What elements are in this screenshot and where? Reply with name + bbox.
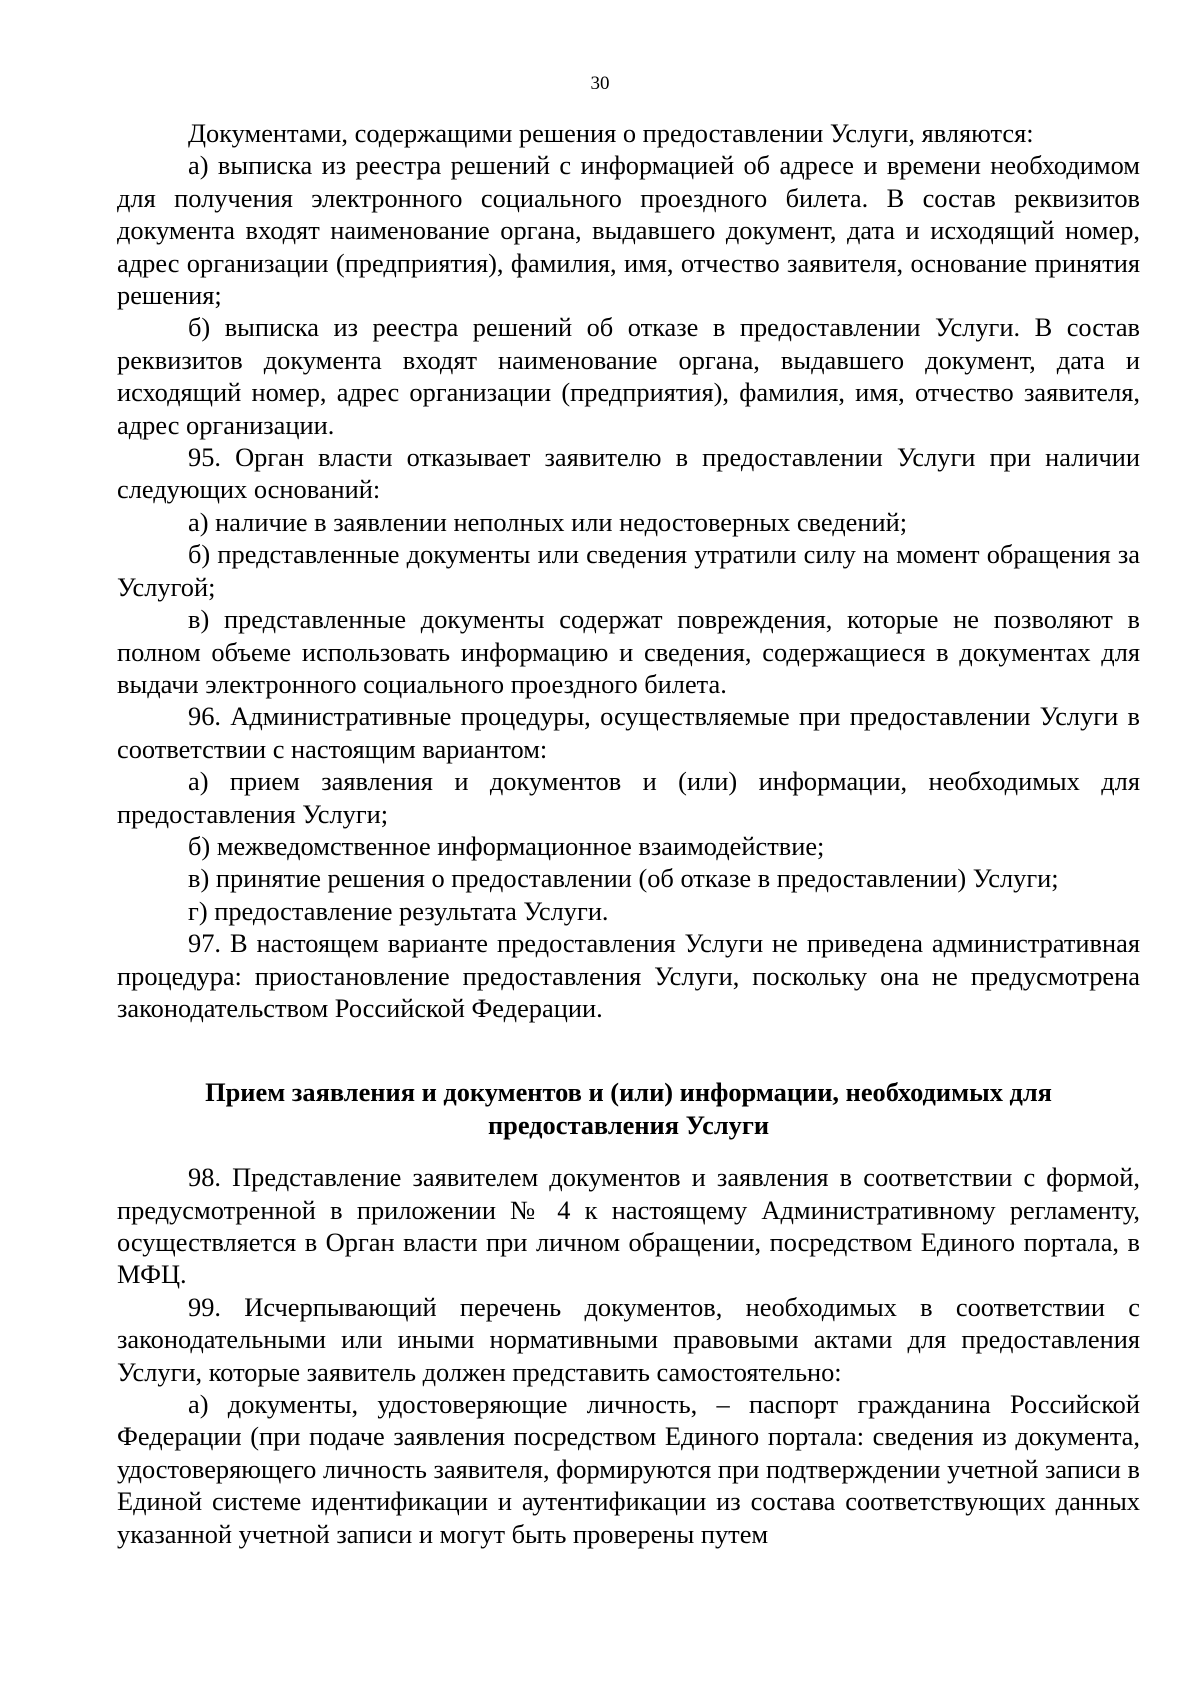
document-body	[117, 117, 1140, 1550]
paragraph-96-a: а) прием заявления и документов и (или) информации, необходимых для предоставления Услуги;	[117, 766, 1140, 829]
paragraph-96-b: б) межведомственное информационное взаимодействие;	[188, 830, 825, 861]
paragraph-documents-intro: Документами, содержащими решения о предоставлении Услуги, являются:	[188, 118, 1034, 148]
paragraph-96-g: г) предоставление результата Услуги.	[188, 895, 609, 926]
heading-spacer	[117, 1141, 1140, 1161]
paragraph-95-b: б) представленные документы или сведения утратили силу на момент обращения за Услугой;	[117, 539, 1140, 602]
paragraph-95-v: в) представленные документы содержат повреждения, которые не позволяют в полном объеме использовать информацию и сведения, содержащиеся в документах для выдачи электронного социального проездного билета.	[117, 604, 1140, 699]
paragraph-97: 97. В настоящем варианте предоставления Услуги не приведена административная процедура: приостановление предоставления Услуги, поскольку она не предусмотрена законодательством Российской Федерации.	[117, 928, 1140, 1023]
page-number: 30	[590, 73, 610, 94]
paragraph-95: 95. Орган власти отказывает заявителю в предоставлении Услуги при наличии следующих оснований:	[117, 442, 1140, 505]
paragraph-96: 96. Административные процедуры, осуществляемые при предоставлении Услуги в соответствии с настоящим вариантом:	[117, 701, 1140, 764]
section-heading: Прием заявления и документов и (или) информации, необходимых для предоставления Услуги	[205, 1077, 1052, 1140]
paragraph-item-b-extract: б) выписка из реестра решений об отказе в предоставлении Услуги. В состав реквизитов документа входят наименование органа, выдавшего документ, дата и исходящий номер, адрес организации (предприятия), фамилия, имя, отчество заявителя, адрес организации.	[117, 312, 1140, 440]
paragraph-95-a: а) наличие в заявлении неполных или недостоверных сведений;	[188, 506, 908, 537]
paragraph-99: 99. Исчерпывающий перечень документов, необходимых в соответствии с законодательными или иными нормативными правовыми актами для предоставления Услуги, которые заявитель должен представить самостоятельно:	[117, 1291, 1140, 1387]
paragraph-item-a-extract: а) выписка из реестра решений с информацией об адресе и времени необходимом для получения электронного социального проездного билета. В состав реквизитов документа входят наименование органа, выдавшего документ, дата и исходящий номер, адрес организации (предприятия), фамилия, имя, отчество заявителя, основание принятия решения;	[117, 150, 1140, 311]
paragraph-99-a: а) документы, удостоверяющие личность, – паспорт гражданина Российской Федерации (при подаче заявления посредством Единого портала: сведения из документа, удостоверяющего личность заявителя, формируются при подтверждении учетной записи в Единой системе идентификации и аутентификации из состава соответствующих данных указанной учетной записи и могут быть проверены путем	[117, 1389, 1140, 1549]
paragraph-98: 98. Представление заявителем документов и заявления в соответствии с формой, предусмотренной в приложении № 4 к настоящему Административному регламенту, осуществляется в Орган власти при личном обращении, посредством Единого портала, в МФЦ.	[117, 1162, 1140, 1290]
section-spacer	[117, 1024, 1140, 1076]
paragraph-96-v: в) принятие решения о предоставлении (об отказе в предоставлении) Услуги;	[188, 863, 1059, 894]
